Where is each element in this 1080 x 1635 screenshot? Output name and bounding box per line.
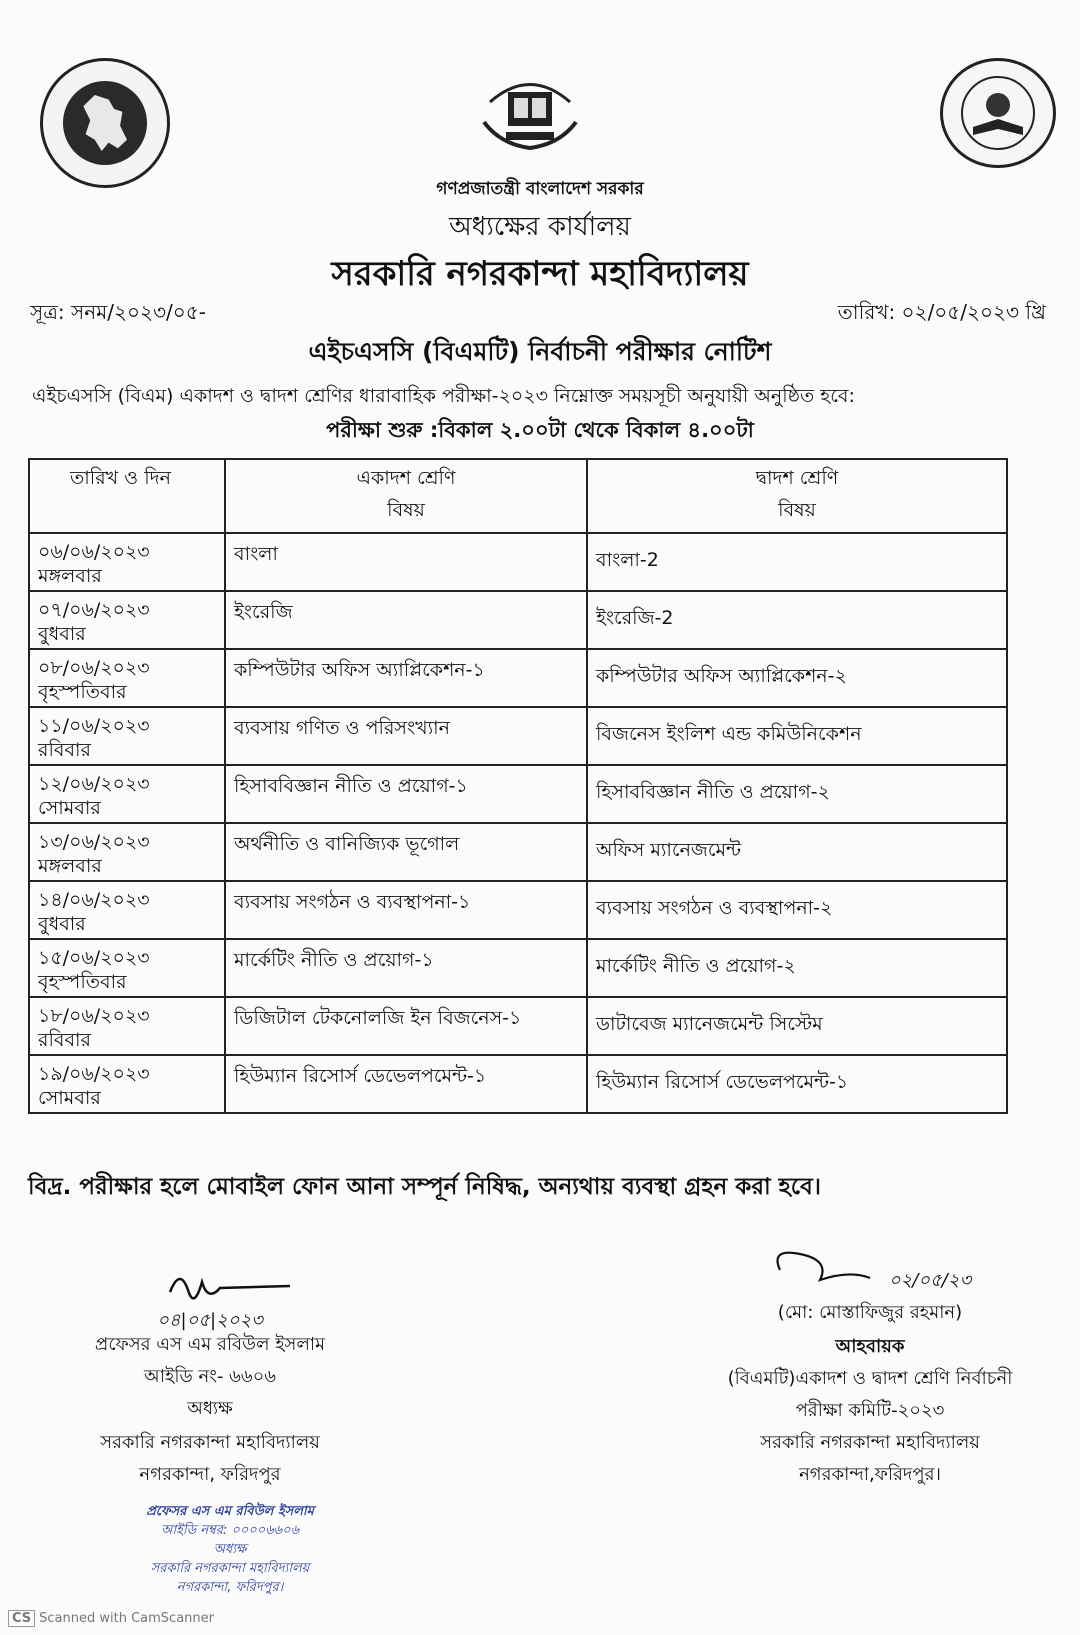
class12-subject: বাংলা-2 xyxy=(596,549,659,571)
exam-day: রবিবার xyxy=(38,1029,91,1051)
exam-date: ১৯/০৬/২০২৩ xyxy=(38,1063,150,1085)
date-day-cell xyxy=(29,591,225,649)
class11-subject: ডিজিটাল টেকনোলজি ইন বিজনেস-১ xyxy=(234,1007,522,1029)
class12-subject-cell xyxy=(587,939,1007,997)
date-day-cell xyxy=(29,533,225,591)
convener-role: আহবায়ক xyxy=(835,1336,905,1357)
exam-date: ১৫/০৬/২০২৩ xyxy=(38,947,150,969)
notice-date: তারিখ: ০২/০৫/২০২৩ খ্রি xyxy=(837,300,1046,324)
principal-id: আইডি নং- ৬৬০৬ xyxy=(143,1366,276,1387)
college-crest-logo xyxy=(470,62,590,162)
class11-subject-cell xyxy=(225,707,587,765)
class11-subject: ব্যবসায় গণিত ও পরিসংখ্যান xyxy=(234,717,450,739)
class12-subject-cell xyxy=(587,997,1007,1055)
stamp-line-5: নগরকান্দা, ফরিদপুর। xyxy=(176,1580,284,1595)
exam-day: বৃহস্পতিবার xyxy=(38,681,127,703)
date-day-cell xyxy=(29,765,225,823)
table-row xyxy=(29,591,1007,649)
notice-intro: এইচএসসি (বিএম) একাদশ ও দ্বাদশ শ্রেণির ধারাবাহিক পরীক্ষা-২০২৩ নিম্নোক্ত সময়সূচী অনুযায়ী অনুষ্ঠিত হবে: xyxy=(32,385,855,407)
convener-location: নগরকান্দা,ফরিদপুর। xyxy=(799,1464,941,1485)
class11-subject-cell xyxy=(225,533,587,591)
government-name: গণপ্রজাতন্ত্রী বাংলাদেশ সরকার xyxy=(436,179,644,199)
exam-day: মঙ্গলবার xyxy=(38,855,102,877)
exam-day: রবিবার xyxy=(38,739,91,761)
class11-subject-cell xyxy=(225,881,587,939)
table-row xyxy=(29,533,1007,591)
class11-subject: হিসাববিজ্ঞান নীতি ও প্রয়োগ-১ xyxy=(234,775,468,797)
exam-date: ১৪/০৬/২০২৩ xyxy=(38,889,150,911)
class11-subject-cell xyxy=(225,649,587,707)
class12-subject-cell xyxy=(587,881,1007,939)
class12-subject-cell xyxy=(587,765,1007,823)
date-day-cell xyxy=(29,939,225,997)
date-day-cell xyxy=(29,707,225,765)
principal-location: নগরকান্দা, ফরিদপুর xyxy=(139,1464,281,1485)
class11-subject: অর্থনীতি ও বানিজ্যিক ভূগোল xyxy=(234,833,460,855)
bangladesh-government-seal-logo xyxy=(40,58,170,188)
table-row xyxy=(29,707,1007,765)
class12-subject-cell xyxy=(587,1055,1007,1113)
date-day-cell xyxy=(29,649,225,707)
exam-timing: পরীক্ষা শুরু :বিকাল ২.০০টা থেকে বিকাল ৪.০০টা xyxy=(326,418,754,442)
exam-day: বৃহস্পতিবার xyxy=(38,971,127,993)
class12-subject-cell xyxy=(587,591,1007,649)
exam-date: ১১/০৬/২০২৩ xyxy=(38,715,150,737)
class11-subject: বাংলা xyxy=(234,543,278,565)
office-title: অধ্যক্ষের কার্যালয় xyxy=(449,212,631,242)
principal-handwritten-date: ০৪|০৫|২০২৩ xyxy=(157,1310,263,1331)
exam-date: ০৬/০৬/২০২৩ xyxy=(38,541,150,563)
mobile-phone-warning: বিদ্র. পরীক্ষার হলে মোবাইল ফোন আনা সম্পূর্ন নিষিদ্ধ, অন্যথায় ব্যবস্থা গ্রহন করা হবে। xyxy=(28,1174,822,1200)
table-row xyxy=(29,997,1007,1055)
exam-day: বুধবার xyxy=(38,623,86,645)
class12-subject: হিসাববিজ্ঞান নীতি ও প্রয়োগ-২ xyxy=(596,781,830,803)
class12-subject: অফিস ম্যানেজমেন্ট xyxy=(596,839,742,861)
class11-subject: ইংরেজি xyxy=(234,601,293,623)
header-class12-subject: বিষয় xyxy=(778,499,816,521)
header-class11-subject: বিষয় xyxy=(387,499,425,521)
principal-seal-stamp xyxy=(120,1502,340,1597)
class11-subject: হিউম্যান রিসোর্স ডেভেলপমেন্ট-১ xyxy=(234,1065,487,1087)
header-class11 xyxy=(225,459,587,533)
table-row xyxy=(29,881,1007,939)
exam-date: ০৮/০৬/২০২৩ xyxy=(38,657,150,679)
table-row xyxy=(29,765,1007,823)
class12-subject: হিউম্যান রিসোর্স ডেভেলপমেন্ট-১ xyxy=(596,1071,849,1093)
header-class11-title: একাদশ শ্রেণি xyxy=(356,467,456,489)
class12-subject: ব্যবসায় সংগঠন ও ব্যবস্থাপনা-২ xyxy=(596,897,833,919)
reference-number: সূত্র: সনম/২০২৩/০৫- xyxy=(30,300,206,324)
principal-designation: অধ্যক্ষ xyxy=(187,1398,233,1419)
convener-committee: (বিএমটি)একাদশ ও দ্বাদশ শ্রেণি নির্বাচনী xyxy=(727,1368,1013,1389)
principal-name: প্রফেসর এস এম রবিউল ইসলাম xyxy=(94,1334,326,1355)
exam-date: ১৩/০৬/২০২৩ xyxy=(38,831,150,853)
exam-schedule-table xyxy=(28,458,1008,1114)
class11-subject: ব্যবসায় সংগঠন ও ব্যবস্থাপনা-১ xyxy=(234,891,471,913)
principal-institution: সরকারি নগরকান্দা মহাবিদ্যালয় xyxy=(100,1432,320,1453)
convener-name: (মো: মোস্তাফিজুর রহমান) xyxy=(777,1302,963,1323)
class12-subject: ইংরেজি-2 xyxy=(596,607,674,629)
class12-subject-cell xyxy=(587,707,1007,765)
stamp-line-4: সরকারি নগরকান্দা মহাবিদ্যালয় xyxy=(150,1561,310,1576)
convener-handwritten-date: ০২/০৫/২৩ xyxy=(888,1270,972,1291)
class11-subject-cell xyxy=(225,939,587,997)
exam-date: ১৮/০৬/২০২৩ xyxy=(38,1005,150,1027)
camscanner-footer xyxy=(8,1610,214,1627)
class11-subject-cell xyxy=(225,591,587,649)
header-class12-title: দ্বাদশ শ্রেণি xyxy=(755,467,839,489)
camscanner-label: Scanned with CamScanner xyxy=(39,1611,214,1626)
table-row xyxy=(29,939,1007,997)
date-day-cell xyxy=(29,997,225,1055)
class12-subject: বিজনেস ইংলিশ এন্ড কমিউনিকেশন xyxy=(596,723,862,745)
class12-subject: কম্পিউটার অফিস অ্যাপ্লিকেশন-২ xyxy=(596,665,847,687)
header-class12 xyxy=(587,459,1007,533)
date-day-cell xyxy=(29,881,225,939)
class11-subject-cell xyxy=(225,823,587,881)
date-day-cell xyxy=(29,823,225,881)
class11-subject: কম্পিউটার অফিস অ্যাপ্লিকেশন-১ xyxy=(234,659,485,681)
college-emblem-logo xyxy=(940,58,1056,168)
exam-day: বুধবার xyxy=(38,913,86,935)
table-row xyxy=(29,1055,1007,1113)
stamp-line-3: অধ্যক্ষ xyxy=(213,1542,247,1557)
class12-subject: মার্কেটিং নীতি ও প্রয়োগ-২ xyxy=(596,955,796,977)
convener-institution: সরকারি নগরকান্দা মহাবিদ্যালয় xyxy=(760,1432,980,1453)
notice-title: এইচএসসি (বিএমটি) নির্বাচনী পরীক্ষার নোটিশ xyxy=(308,337,772,366)
exam-date: ১২/০৬/২০২৩ xyxy=(38,773,150,795)
class11-subject-cell xyxy=(225,765,587,823)
camscanner-icon: CS xyxy=(8,1610,35,1627)
stamp-line-2: আইডি নম্বর: ০০০০৬৬০৬ xyxy=(160,1523,300,1538)
class11-subject: মার্কেটিং নীতি ও প্রয়োগ-১ xyxy=(234,949,434,971)
class12-subject: ডাটাবেজ ম্যানেজমেন্ট সিস্টেম xyxy=(596,1013,823,1035)
convener-committee-year: পরীক্ষা কমিটি-২০২৩ xyxy=(795,1400,945,1421)
exam-day: সোমবার xyxy=(38,797,101,819)
exam-day: মঙ্গলবার xyxy=(38,565,102,587)
date-day-cell xyxy=(29,1055,225,1113)
header-date-day: তারিখ ও দিন xyxy=(29,459,225,533)
exam-date: ০৭/০৬/২০২৩ xyxy=(38,599,150,621)
exam-day: সোমবার xyxy=(38,1087,101,1109)
stamp-line-1: প্রফেসর এস এম রবিউল ইসলাম xyxy=(146,1504,314,1519)
class12-subject-cell xyxy=(587,649,1007,707)
table-row xyxy=(29,649,1007,707)
class11-subject-cell xyxy=(225,1055,587,1113)
class12-subject-cell xyxy=(587,533,1007,591)
table-row xyxy=(29,823,1007,881)
college-name: সরকারি নগরকান্দা মহাবিদ্যালয় xyxy=(331,254,749,294)
class11-subject-cell xyxy=(225,997,587,1055)
class12-subject-cell xyxy=(587,823,1007,881)
table-header-row xyxy=(29,459,1007,533)
